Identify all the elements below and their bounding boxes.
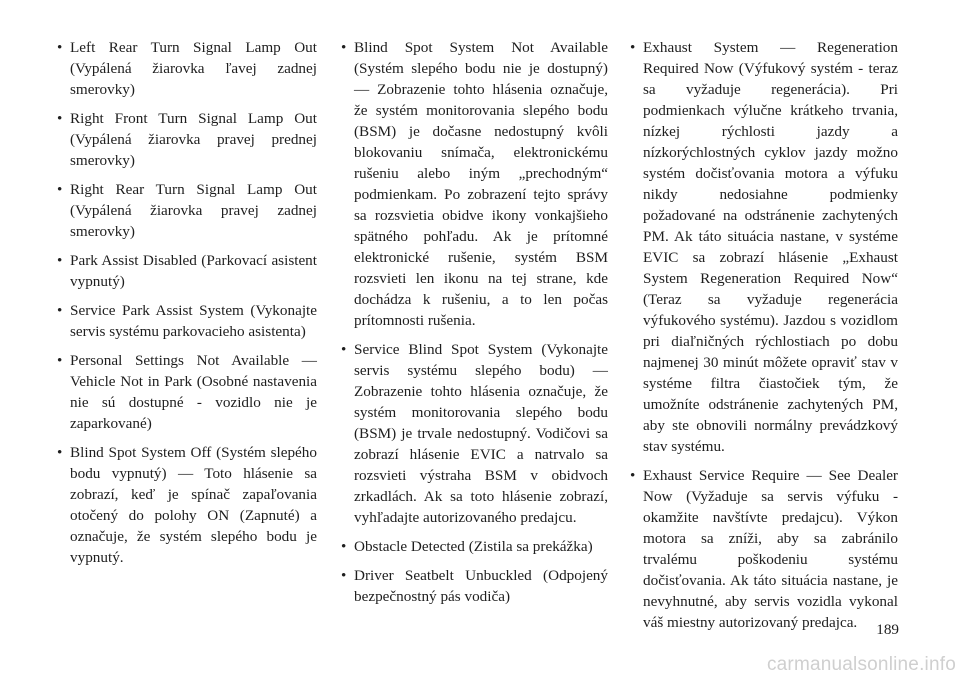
list-item	[341, 37, 608, 331]
column-3	[630, 37, 898, 641]
column-2	[341, 37, 608, 615]
bullet: •	[57, 181, 63, 198]
list-item	[341, 536, 608, 557]
watermark: carmanualsonline.info	[766, 654, 956, 675]
list-item	[341, 565, 608, 607]
list-item	[341, 339, 608, 528]
list-item-text: Service Blind Spot System (Vykonajte servis systému slepého bodu) — Zobrazenie tohto hlásenia označuje, že systém monitorovania slepého bodu (BSM) je trvale nedostupný. Vodičovi sa zobrazí hlásenie EVIC a natrvalo sa rozsvieti výstraha BSM v obidvoch zrkadlách. Ak sa toto hlásenie zobrazí, vyhľadajte autorizovaného predajcu.	[354, 341, 608, 526]
list-item-text: Obstacle Detected (Zistila sa prekážka)	[354, 538, 593, 555]
list-item-text: Blind Spot System Not Available (Systém slepého bodu nie je dostupný) — Zobrazenie tohto hlásenia označuje, že systém monitorovania slepého bodu (BSM) je dočasne nedostupný kvôli blokovaniu snímača, elektronickému rušeniu alebo iným „prechodným“ podmienkam. Po zobrazení tejto správy sa rozsvietia obidve ikony vonkajšieho spätného pohľadu. Ak je prítomné elektronické rušenie, systém BSM rozsvieti len ikonu na tej strane, kde dochádza k rušeniu, a to len počas prítomnosti rušenia.	[354, 39, 608, 329]
bullet: •	[630, 467, 636, 484]
list-item-text: Blind Spot System Off (Systém slepého bodu vypnutý) — Toto hlásenie sa zobrazí, keď je spínač zapaľovania otočený do polohy ON (Zapnuté) a označuje, že systém slepého bodu je vypnutý.	[70, 444, 317, 566]
bullet: •	[341, 39, 347, 56]
list-item	[57, 442, 317, 568]
bullet: •	[341, 341, 347, 358]
list-item-text: Right Rear Turn Signal Lamp Out (Vypálená žiarovka pravej zadnej smerovky)	[70, 181, 317, 240]
list-item	[57, 300, 317, 342]
list-item-text: Personal Settings Not Available — Vehicle Not in Park (Osobné nastavenia nie sú dostupné - vozidlo nie je zaparkované)	[70, 352, 317, 432]
bullet: •	[57, 302, 63, 319]
list-item-text: Park Assist Disabled (Parkovací asistent vypnutý)	[70, 252, 317, 290]
bullet: •	[630, 39, 636, 56]
bullet: •	[341, 538, 347, 555]
list-item-text: Driver Seatbelt Unbuckled (Odpojený bezpečnostný pás vodiča)	[354, 567, 608, 605]
list-item	[57, 250, 317, 292]
list-item	[630, 465, 898, 633]
list-item	[57, 108, 317, 171]
list-item	[57, 179, 317, 242]
bullet: •	[57, 444, 63, 461]
list-item-text: Right Front Turn Signal Lamp Out (Vypálená žiarovka pravej prednej smerovky)	[70, 110, 317, 169]
bullet: •	[57, 39, 63, 56]
bullet: •	[57, 252, 63, 269]
bullet: •	[57, 352, 63, 369]
list-item-text: Exhaust Service Require — See Dealer Now (Vyžaduje sa servis výfuku - okamžite navštívte predajcu). Výkon motora sa zníži, aby sa zabránilo trvalému poškodeniu systému dočisťovania. Ak táto situácia nastane, je nevyhnutné, aby servis vozidla vykonal váš miestny autorizovaný predajca.	[643, 467, 898, 631]
list-item-text: Exhaust System — Regeneration Required Now (Výfukový systém - teraz sa vyžaduje regenerácia). Pri podmienkach výlučne krátkeho trvania, nízkej rýchlosti jazdy a nízkorýchlostných cyklov jazdy možno systém dočisťovania motora a výfuku nikdy nedosiahne podmienky požadované na odstránenie zachytených PM. Ak táto situácia nastane, v systéme EVIC sa zobrazí hlásenie „Exhaust System Regeneration Required Now“ (Teraz sa vyžaduje regenerácia výfukového systému). Jazdou s vozidlom pri diaľničných rýchlostiach po dobu najmenej 30 minút môžete opraviť stav v systéme filtra čiastočiek tým, že umožníte odstránenie zachytených PM, aby ste obnovili normálny prevádzkový stav systému.	[643, 39, 898, 455]
list-item	[57, 37, 317, 100]
bullet: •	[57, 110, 63, 127]
list-item-text: Left Rear Turn Signal Lamp Out (Vypálená žiarovka ľavej zadnej smerovky)	[70, 39, 317, 98]
bullet: •	[341, 567, 347, 584]
list-item	[57, 350, 317, 434]
column-1	[57, 37, 317, 576]
list-item	[630, 37, 898, 457]
list-item-text: Service Park Assist System (Vykonajte servis systému parkovacieho asistenta)	[70, 302, 317, 340]
page-number: 189	[876, 621, 899, 638]
